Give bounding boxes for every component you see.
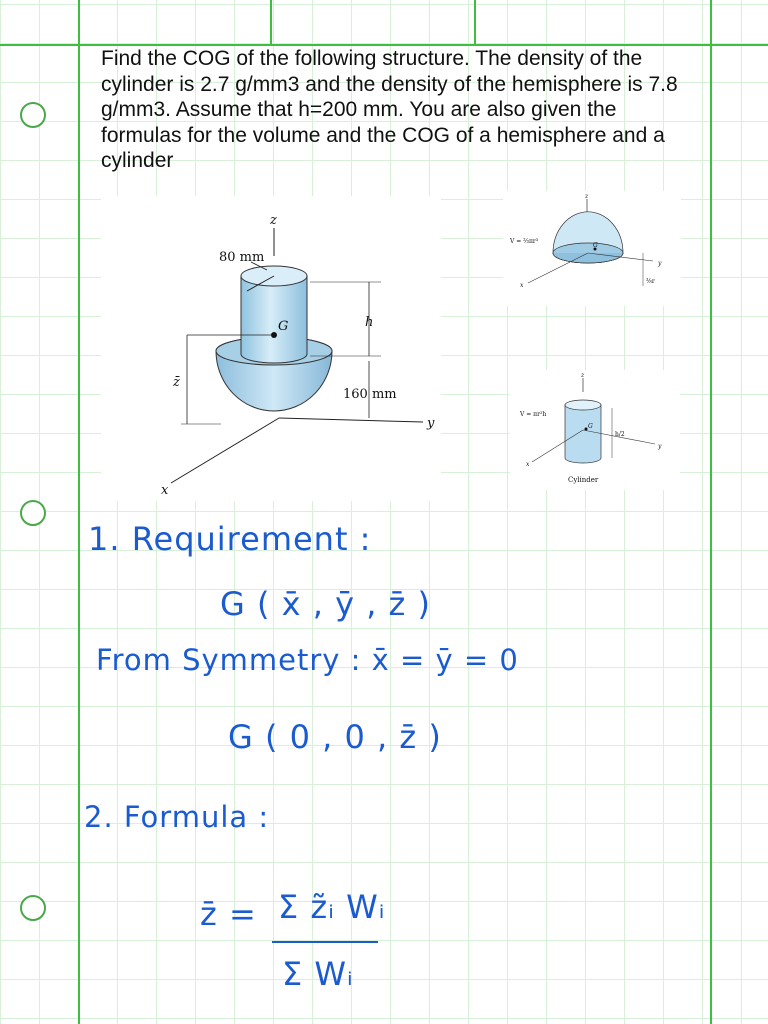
hemisphere-z: z bbox=[585, 193, 589, 200]
requirement-heading: 1. Requirement : bbox=[88, 520, 372, 558]
cylinder-g: G bbox=[588, 423, 593, 430]
binder-hole-middle bbox=[20, 500, 46, 526]
cylinder-z: z bbox=[581, 372, 585, 379]
hemisphere-y: y bbox=[658, 260, 662, 267]
fraction-bar bbox=[272, 941, 378, 943]
fig-label-h: h bbox=[365, 315, 374, 330]
main-figure bbox=[101, 196, 441, 501]
fig-label-80mm: 80 mm bbox=[219, 250, 265, 265]
cylinder-caption: Cylinder bbox=[568, 476, 599, 484]
hemisphere-x: x bbox=[520, 282, 524, 289]
hemisphere-g: G bbox=[593, 242, 598, 249]
formula-numerator: Σ z̃ᵢ Wᵢ bbox=[278, 888, 386, 926]
symmetry-line: From Symmetry : x̄ = ȳ = 0 bbox=[96, 643, 519, 677]
fig-label-y: y bbox=[427, 416, 435, 431]
cylinder-y: y bbox=[658, 443, 662, 450]
binder-hole-top bbox=[20, 102, 46, 128]
cylinder-h-half: h/2 bbox=[615, 431, 625, 438]
hemisphere-diagram bbox=[503, 191, 681, 306]
fig-label-g: G bbox=[278, 319, 289, 334]
fig-label-z: z bbox=[270, 213, 277, 228]
cylinder-diagram bbox=[510, 370, 680, 490]
hemisphere-figure bbox=[503, 191, 681, 306]
margin-line-right bbox=[710, 0, 712, 1024]
structure-diagram bbox=[101, 196, 441, 501]
hemisphere-volume: V = ⅔πr³ bbox=[510, 238, 539, 245]
formula-denominator: Σ Wᵢ bbox=[282, 955, 354, 993]
fig-label-x: x bbox=[161, 483, 169, 498]
header-divider-2 bbox=[474, 0, 476, 44]
margin-line-left bbox=[78, 0, 80, 1024]
cylinder-x: x bbox=[526, 461, 530, 468]
problem-statement: Find the COG of the following structure. The density of the cylinder is 2.7 g/mm3 and the density of the hemisphere is 7.8 g/mm3. Assume that h=200 mm. You are also given the formulas for the volume and the COG of a hemisphere and a cylinder bbox=[101, 47, 678, 172]
formula-lhs: z̄ = bbox=[200, 895, 257, 933]
g-result: G ( 0 , 0 , z̄ ) bbox=[228, 718, 442, 756]
fig-label-160mm: 160 mm bbox=[343, 387, 397, 402]
cylinder-figure bbox=[510, 370, 680, 490]
cylinder-volume: V = πr²h bbox=[520, 411, 547, 418]
header-divider-1 bbox=[270, 0, 272, 44]
formula-heading: 2. Formula : bbox=[84, 800, 270, 834]
binder-hole-bottom bbox=[20, 895, 46, 921]
g-coordinates: G ( x̄ , ȳ , z̄ ) bbox=[220, 585, 431, 623]
hemisphere-cog: ⅜r bbox=[646, 278, 655, 285]
fig-label-zbar: z̄ bbox=[173, 375, 180, 390]
